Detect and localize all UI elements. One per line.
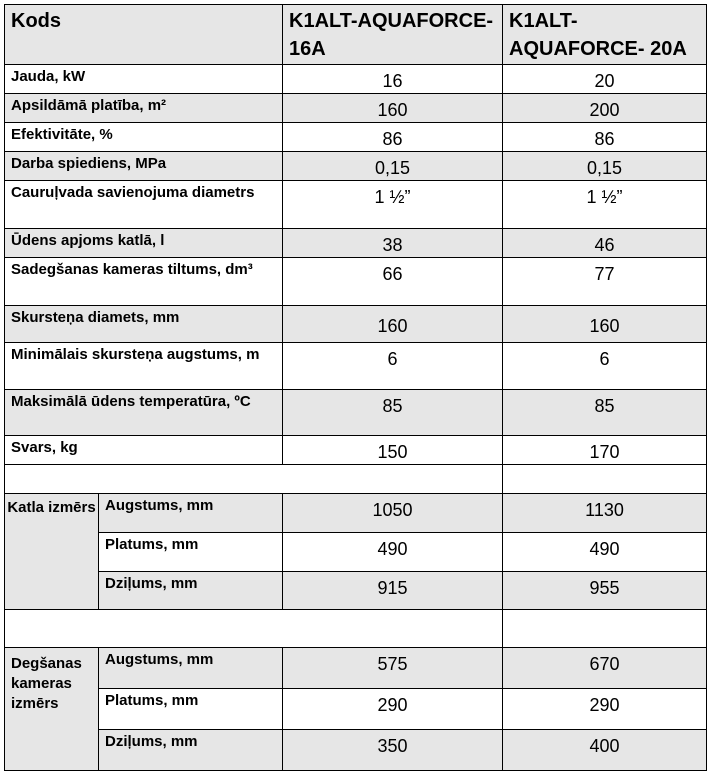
row-value-20a: 86 (503, 123, 707, 152)
row-value-16a: 86 (283, 123, 503, 152)
row-label: Svars, kg (5, 436, 283, 465)
row-value-20a: 170 (503, 436, 707, 465)
table-row (5, 343, 707, 390)
row-label: Ūdens apjoms katlā, l (5, 229, 283, 258)
row-value-16a: 66 (283, 258, 503, 306)
table-row (5, 94, 707, 123)
row-label: Apsildāmā platība, m² (5, 94, 283, 123)
table-row (5, 436, 707, 465)
row-label: Cauruļvada savienojuma diametrs (5, 181, 283, 229)
group-label-degsanas: Degšanas kameras izmērs (5, 648, 99, 771)
group-label-katla: Katla izmērs (5, 494, 99, 610)
row-label: Darba spiediens, MPa (5, 152, 283, 181)
spec-table (4, 4, 707, 771)
row-value-16a: 915 (283, 572, 503, 610)
row-label: Skursteņa diamets, mm (5, 306, 283, 343)
row-value-16a: 1050 (283, 494, 503, 533)
table-row (5, 258, 707, 306)
row-value-16a: 350 (283, 730, 503, 771)
row-value-16a: 160 (283, 306, 503, 343)
row-value-20a: 1130 (503, 494, 707, 533)
row-value-16a: 290 (283, 689, 503, 730)
table-row (5, 648, 707, 689)
row-label: Platums, mm (99, 533, 283, 572)
row-value-16a: 575 (283, 648, 503, 689)
row-label: Efektivitāte, % (5, 123, 283, 152)
row-value-20a: 20 (503, 65, 707, 94)
row-value-20a: 400 (503, 730, 707, 771)
row-value-20a: 955 (503, 572, 707, 610)
spacer-cell (503, 610, 707, 648)
row-value-20a: 77 (503, 258, 707, 306)
row-value-16a: 85 (283, 390, 503, 436)
row-value-16a: 16 (283, 65, 503, 94)
table-row (5, 229, 707, 258)
row-value-20a: 1 ½” (503, 181, 707, 229)
row-value-16a: 38 (283, 229, 503, 258)
row-value-20a: 160 (503, 306, 707, 343)
row-value-16a: 150 (283, 436, 503, 465)
table-row (5, 123, 707, 152)
table-row (5, 390, 707, 436)
row-value-20a: 670 (503, 648, 707, 689)
row-value-20a: 46 (503, 229, 707, 258)
row-value-20a: 490 (503, 533, 707, 572)
row-value-20a: 290 (503, 689, 707, 730)
table-row (5, 730, 707, 771)
row-value-16a: 490 (283, 533, 503, 572)
row-value-16a: 0,15 (283, 152, 503, 181)
row-label: Sadegšanas kameras tiltums, dm³ (5, 258, 283, 306)
row-label: Jauda, kW (5, 65, 283, 94)
row-label: Augstums, mm (99, 494, 283, 533)
spacer-cell (5, 610, 503, 648)
row-value-20a: 85 (503, 390, 707, 436)
row-label: Dziļums, mm (99, 572, 283, 610)
row-label: Platums, mm (99, 689, 283, 730)
table-row (5, 306, 707, 343)
row-label: Dziļums, mm (99, 730, 283, 771)
row-value-20a: 6 (503, 343, 707, 390)
header-model-16a: K1ALT-AQUAFORCE- 16A (283, 5, 503, 65)
table-row (5, 65, 707, 94)
table-header-row (5, 5, 707, 65)
table-row (5, 572, 707, 610)
header-label: Kods (5, 5, 283, 65)
table-row (5, 533, 707, 572)
table-row (5, 152, 707, 181)
row-value-16a: 6 (283, 343, 503, 390)
row-value-20a: 0,15 (503, 152, 707, 181)
table-row (5, 494, 707, 533)
row-value-20a: 200 (503, 94, 707, 123)
row-label: Minimālais skursteņa augstums, m (5, 343, 283, 390)
spacer-cell (5, 465, 503, 494)
spacer-row (5, 610, 707, 648)
spacer-row (5, 465, 707, 494)
row-value-16a: 1 ½” (283, 181, 503, 229)
row-value-16a: 160 (283, 94, 503, 123)
row-label: Maksimālā ūdens temperatūra, ºC (5, 390, 283, 436)
table-row (5, 689, 707, 730)
table-row (5, 181, 707, 229)
header-model-20a: K1ALT-AQUAFORCE- 20A (503, 5, 707, 65)
spacer-cell (503, 465, 707, 494)
row-label: Augstums, mm (99, 648, 283, 689)
